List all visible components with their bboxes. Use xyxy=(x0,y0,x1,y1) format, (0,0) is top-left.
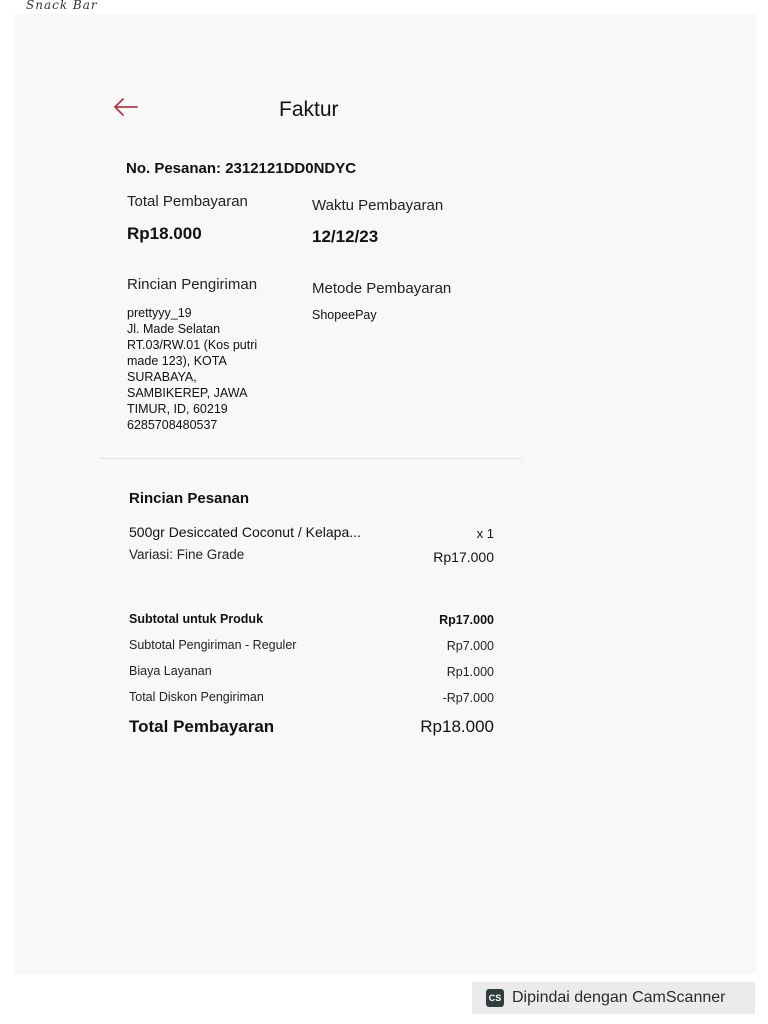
shipping-details-label: Rincian Pengiriman xyxy=(127,276,258,293)
summary-value-shipping-discount: -Rp7.000 xyxy=(442,691,494,705)
summary-label-subtotal-product: Subtotal untuk Produk xyxy=(129,612,264,626)
watermark-text: Dipindai dengan CamScanner xyxy=(512,989,726,1006)
order-details-title: Rincian Pesanan xyxy=(129,490,250,507)
total-payment-value: Rp18.000 xyxy=(127,224,202,243)
summary-value-service-fee: Rp1.000 xyxy=(446,665,494,679)
item-price: Rp17.000 xyxy=(433,549,494,565)
grand-total-value: Rp18.000 xyxy=(420,717,494,736)
summary-label-shipping: Subtotal Pengiriman - Reguler xyxy=(129,638,297,652)
address-line: TIMUR, ID, 60219 xyxy=(127,402,228,416)
grand-total-label: Total Pembayaran xyxy=(129,717,275,736)
address-line: SURABAYA, xyxy=(127,370,197,384)
back-button[interactable] xyxy=(111,95,141,119)
address-line: made 123), KOTA xyxy=(127,354,227,368)
summary-label-shipping-discount: Total Diskon Pengiriman xyxy=(129,690,264,704)
payment-time-value: 12/12/23 xyxy=(312,227,379,246)
order-number: No. Pesanan: 2312121DD0NDYC xyxy=(126,160,357,177)
shipping-address xyxy=(127,305,287,433)
scanned-invoice-page xyxy=(14,14,756,974)
summary-value-subtotal-product: Rp17.000 xyxy=(439,613,494,627)
payment-time-label: Waktu Pembayaran xyxy=(312,197,444,214)
payment-method-label: Metode Pembayaran xyxy=(312,280,452,297)
address-line: 6285708480537 xyxy=(127,418,218,432)
total-payment-label: Total Pembayaran xyxy=(127,193,248,210)
handwritten-note: Snack Bar xyxy=(26,0,98,12)
address-line: RT.03/RW.01 (Kos putri xyxy=(127,338,258,352)
arrow-left-icon xyxy=(111,95,141,119)
camscanner-logo-icon: CS xyxy=(486,989,504,1007)
camscanner-watermark xyxy=(472,982,755,1014)
section-divider xyxy=(100,458,522,459)
payment-method-value: ShopeePay xyxy=(312,308,377,322)
page-title: Faktur xyxy=(279,98,339,121)
item-variant: Variasi: Fine Grade xyxy=(129,547,245,562)
item-name: 500gr Desiccated Coconut / Kelapa... xyxy=(129,524,361,540)
address-line: prettyyy_19 xyxy=(127,306,192,320)
address-line: SAMBIKEREP, JAWA xyxy=(127,386,248,400)
summary-value-shipping: Rp7.000 xyxy=(446,639,494,653)
address-line: Jl. Made Selatan xyxy=(127,322,221,336)
summary-label-service-fee: Biaya Layanan xyxy=(129,664,212,678)
item-quantity: x 1 xyxy=(476,526,494,541)
